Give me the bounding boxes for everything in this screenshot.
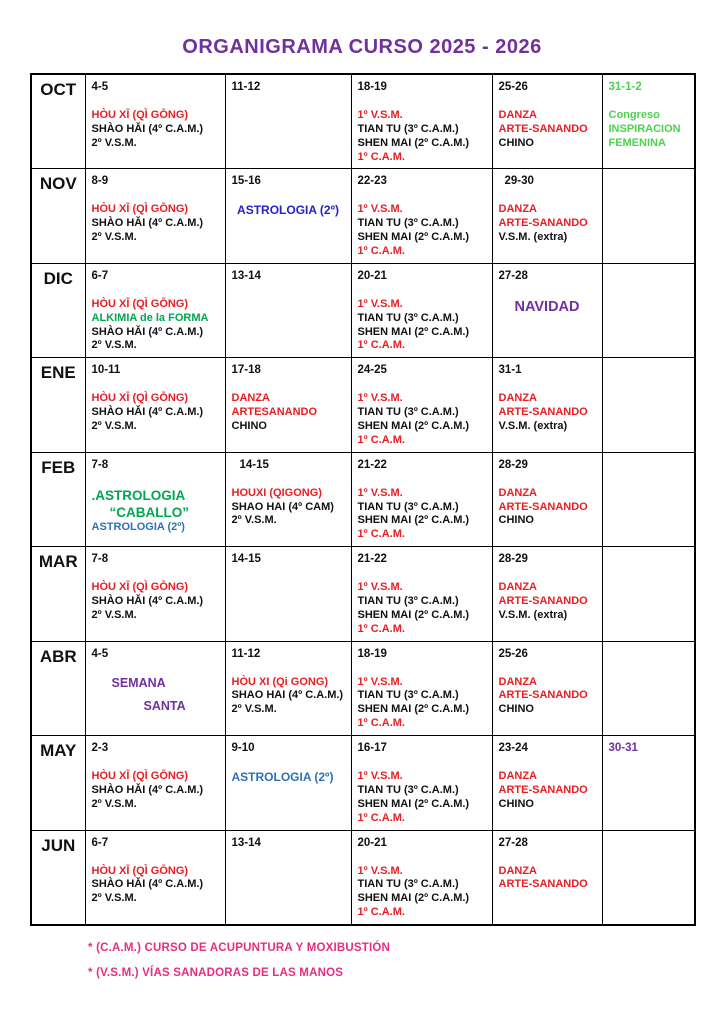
cell-line: 2º V.S.M. bbox=[91, 420, 137, 433]
date-range: 14-15 bbox=[231, 553, 261, 566]
cell-line: CHINO bbox=[498, 136, 534, 149]
month-row-feb bbox=[31, 452, 695, 546]
schedule-cell bbox=[602, 169, 695, 263]
date-range: 25-26 bbox=[498, 81, 528, 93]
schedule-cell bbox=[225, 547, 351, 641]
date-range: 31-1-2 bbox=[608, 81, 642, 93]
schedule-cell bbox=[492, 263, 602, 357]
date-range: 9-10 bbox=[231, 742, 255, 755]
cell-line: ARTE-SANANDO bbox=[498, 217, 588, 230]
cell-line: SHEN MAI (2º C.A.M.) bbox=[357, 136, 470, 149]
cell-line: HÒU XĪ (QÌ GŌNG) bbox=[91, 297, 189, 310]
schedule-cell bbox=[225, 641, 351, 735]
date-range: 21-22 bbox=[357, 458, 387, 471]
schedule-cell bbox=[492, 74, 602, 169]
schedule-cell bbox=[351, 74, 492, 169]
month-label: FEB bbox=[31, 452, 85, 546]
cell-line: 1º V.S.M. bbox=[357, 864, 403, 877]
date-range bbox=[609, 269, 689, 283]
cell-line: FEMENINA bbox=[608, 136, 666, 149]
cell-line: V.S.M. (extra) bbox=[498, 608, 568, 621]
date-range: 13-14 bbox=[231, 836, 261, 849]
cell-line: HÒU XĪ (QÌ GŌNG) bbox=[91, 864, 189, 877]
cell-line: HOUXI (QIGONG) bbox=[231, 486, 322, 499]
cell-line: ARTE-SANANDO bbox=[498, 406, 588, 419]
schedule-cell bbox=[492, 169, 602, 263]
cell-line: SHÀO HĂI (4º C.A.M.) bbox=[91, 217, 204, 230]
month-label: DIC bbox=[31, 263, 85, 357]
month-row-mar bbox=[31, 547, 695, 641]
cell-line: SHEN MAI (2º C.A.M.) bbox=[357, 797, 470, 810]
date-range: 6-7 bbox=[91, 269, 109, 282]
cell-line: ARTE-SANANDO bbox=[498, 122, 588, 135]
month-row-ene bbox=[31, 358, 695, 452]
cell-line: HÒU XĪ (QÌ GŌNG) bbox=[91, 109, 189, 121]
cell-line: SHEN MAI (2º C.A.M.) bbox=[357, 514, 470, 527]
cell-line: 1º C.A.M. bbox=[357, 150, 405, 163]
cell-line: 2º V.S.M. bbox=[231, 703, 277, 716]
schedule-cell bbox=[351, 830, 492, 925]
month-label: NOV bbox=[31, 169, 85, 263]
cell-line: 2º V.S.M. bbox=[91, 231, 137, 244]
schedule-cell bbox=[85, 169, 225, 263]
cell-line: TIAN TU (3º C.A.M.) bbox=[357, 500, 459, 513]
cell-line: TIAN TU (3º C.A.M.) bbox=[357, 311, 459, 324]
cell-line: INSPIRACION bbox=[608, 122, 681, 135]
cell-line: V.S.M. (extra) bbox=[498, 231, 568, 244]
cell-line: DANZA bbox=[498, 864, 537, 877]
page-title: ORGANIGRAMA CURSO 2025 - 2026 bbox=[182, 36, 542, 58]
date-range bbox=[609, 836, 689, 850]
cell-line: 2º V.S.M. bbox=[91, 892, 137, 905]
cell-line: ARTE-SANANDO bbox=[498, 783, 588, 796]
cell-line: 2º V.S.M. bbox=[231, 514, 277, 527]
date-range: 13-14 bbox=[231, 269, 261, 282]
cell-line: HÒU XI (Qi GONG) bbox=[231, 675, 329, 688]
date-range: 16-17 bbox=[357, 742, 387, 755]
schedule-cell bbox=[602, 547, 695, 641]
schedule-cell bbox=[492, 641, 602, 735]
cell-line: 1º V.S.M. bbox=[357, 675, 403, 688]
date-range: 4-5 bbox=[91, 647, 109, 660]
schedule-cell bbox=[85, 641, 225, 735]
cell-line: SHEN MAI (2º C.A.M.) bbox=[357, 420, 470, 433]
month-label: OCT bbox=[31, 74, 85, 169]
cell-line: SHAO HAI (4º C.A.M.) bbox=[231, 689, 344, 702]
cell-line: DANZA bbox=[498, 770, 537, 783]
schedule-cell bbox=[85, 263, 225, 357]
date-range: 7-8 bbox=[91, 458, 109, 471]
cell-line: TIAN TU (3º C.A.M.) bbox=[357, 406, 459, 419]
cell-line: Congreso bbox=[608, 109, 660, 121]
date-range: 28-29 bbox=[498, 553, 528, 566]
cell-line: 2º V.S.M. bbox=[91, 797, 137, 810]
date-range bbox=[609, 174, 689, 188]
date-range: 20-21 bbox=[357, 836, 387, 849]
schedule-cell bbox=[492, 452, 602, 546]
cell-line: TIAN TU (3º C.A.M.) bbox=[357, 217, 459, 230]
schedule-cell bbox=[225, 830, 351, 925]
cell-line: SHÀO HĂI (4º C.A.M.) bbox=[91, 878, 204, 891]
cell-line: 2º V.S.M. bbox=[91, 136, 137, 149]
date-range: 31-1 bbox=[498, 364, 522, 377]
schedule-cell bbox=[492, 547, 602, 641]
cell-line: CHINO bbox=[498, 797, 534, 810]
cell-line: SHÀO HĂI (4º C.A.M.) bbox=[91, 783, 204, 796]
cell-line: TIAN TU (3º C.A.M.) bbox=[357, 595, 459, 608]
cell-line: 1º V.S.M. bbox=[357, 486, 403, 499]
schedule-cell bbox=[602, 736, 695, 830]
schedule-body bbox=[31, 74, 695, 925]
schedule-cell bbox=[225, 452, 351, 546]
cell-line: HÒU XĪ (QÌ GŌNG) bbox=[91, 581, 189, 594]
cell-line: CHINO bbox=[498, 514, 534, 527]
cell-line: CHINO bbox=[231, 420, 267, 433]
schedule-cell bbox=[351, 452, 492, 546]
cell-line: CHINO bbox=[498, 703, 534, 716]
cell-line: ARTE-SANANDO bbox=[498, 689, 588, 702]
cell-line: 1º C.A.M. bbox=[357, 906, 405, 919]
cell-line: TIAN TU (3º C.A.M.) bbox=[357, 122, 459, 135]
schedule-cell bbox=[602, 74, 695, 169]
date-range: 18-19 bbox=[357, 81, 387, 93]
cell-line: DANZA bbox=[498, 486, 537, 499]
schedule-cell bbox=[492, 358, 602, 452]
cell-line: HÒU XĪ (QÌ GŌNG) bbox=[91, 203, 189, 216]
cell-line: NAVIDAD bbox=[514, 298, 580, 315]
schedule-cell bbox=[225, 169, 351, 263]
cell-line: ASTROLOGIA (2º) bbox=[91, 520, 185, 533]
cell-line: SHEN MAI (2º C.A.M.) bbox=[357, 231, 470, 244]
schedule-cell bbox=[492, 830, 602, 925]
schedule-cell bbox=[602, 830, 695, 925]
schedule-cell bbox=[85, 547, 225, 641]
schedule-cell bbox=[225, 736, 351, 830]
cell-line: 1º C.A.M. bbox=[357, 245, 405, 258]
cell-line: 1º V.S.M. bbox=[357, 297, 403, 310]
date-range: 27-28 bbox=[498, 269, 528, 282]
cell-line: V.S.M. (extra) bbox=[498, 420, 568, 433]
cell-line: SHÀO HĂI (4º C.A.M.) bbox=[91, 406, 204, 419]
date-range: 20-21 bbox=[357, 269, 387, 282]
cell-line: DANZA bbox=[498, 203, 537, 216]
cell-line: SHÀO HĂI (4º C.A.M.) bbox=[91, 325, 204, 338]
date-range: 28-29 bbox=[498, 458, 528, 471]
date-range: 18-19 bbox=[357, 647, 387, 660]
cell-line: ARTESANANDO bbox=[231, 406, 318, 419]
schedule-cell bbox=[225, 358, 351, 452]
cell-line: DANZA bbox=[498, 675, 537, 688]
cell-line: ASTROLOGIA (2º) bbox=[237, 203, 339, 218]
month-label: MAY bbox=[31, 736, 85, 830]
date-range: 6-7 bbox=[91, 836, 109, 849]
date-range: 29-30 bbox=[504, 175, 534, 188]
schedule-cell bbox=[351, 169, 492, 263]
cell-line: 1º C.A.M. bbox=[357, 811, 405, 824]
schedule-cell bbox=[85, 358, 225, 452]
month-label: ENE bbox=[31, 358, 85, 452]
schedule-cell bbox=[85, 736, 225, 830]
cell-line: 1º C.A.M. bbox=[357, 433, 405, 446]
cell-line: 1º V.S.M. bbox=[357, 770, 403, 783]
date-range: 17-18 bbox=[231, 364, 261, 377]
schedule-cell bbox=[225, 74, 351, 169]
date-range: 14-15 bbox=[239, 458, 269, 471]
date-range: 22-23 bbox=[357, 175, 387, 188]
cell-line: HÒU XĪ (QÌ GŌNG) bbox=[91, 392, 189, 405]
date-range: 8-9 bbox=[91, 175, 109, 188]
cell-line: SHAO HAI (4º CAM) bbox=[231, 500, 334, 513]
cell-line: SHEN MAI (2º C.A.M.) bbox=[357, 325, 470, 338]
date-range: 10-11 bbox=[91, 364, 121, 377]
schedule-cell bbox=[351, 547, 492, 641]
date-range bbox=[609, 363, 689, 377]
schedule-cell bbox=[351, 263, 492, 357]
cell-line: SHÀO HĂI (4º C.A.M.) bbox=[91, 595, 204, 608]
month-label: JUN bbox=[31, 830, 85, 925]
cell-line: TIAN TU (3º C.A.M.) bbox=[357, 783, 459, 796]
month-row-may bbox=[31, 736, 695, 830]
cell-line: DANZA bbox=[498, 109, 537, 121]
footnote-vsm: * (V.S.M.) VÍAS SANADORAS DE LAS MANOS bbox=[88, 966, 344, 979]
date-range: 11-12 bbox=[231, 81, 261, 93]
cell-line: SHEN MAI (2º C.A.M.) bbox=[357, 892, 470, 905]
date-range: 15-16 bbox=[231, 175, 261, 188]
month-row-nov bbox=[31, 169, 695, 263]
month-label: MAR bbox=[31, 547, 85, 641]
schedule-cell bbox=[225, 263, 351, 357]
date-range: 25-26 bbox=[498, 647, 528, 660]
schedule-cell bbox=[85, 74, 225, 169]
cell-line: ASTROLOGIA (2º) bbox=[231, 770, 334, 785]
date-range: 30-31 bbox=[608, 742, 638, 755]
cell-line: 1º C.A.M. bbox=[357, 339, 405, 352]
schedule-cell bbox=[602, 452, 695, 546]
date-range: 27-28 bbox=[498, 836, 528, 849]
cell-line: 2º V.S.M. bbox=[91, 608, 137, 621]
cell-line: SHEN MAI (2º C.A.M.) bbox=[357, 703, 470, 716]
cell-line: ARTE-SANANDO bbox=[498, 500, 588, 513]
date-range: 4-5 bbox=[91, 81, 109, 93]
date-range: 11-12 bbox=[231, 647, 261, 660]
footnotes bbox=[88, 942, 724, 979]
schedule-table bbox=[30, 73, 696, 926]
schedule-cell bbox=[602, 358, 695, 452]
cell-line: SHEN MAI (2º C.A.M.) bbox=[357, 608, 470, 621]
cell-line: 1º V.S.M. bbox=[357, 109, 403, 121]
date-range: 7-8 bbox=[91, 553, 109, 566]
cell-line: “CABALLO” bbox=[109, 504, 189, 520]
cell-line: DANZA bbox=[498, 581, 537, 594]
month-row-dic bbox=[31, 263, 695, 357]
date-range: 23-24 bbox=[498, 742, 528, 755]
date-range: 21-22 bbox=[357, 553, 387, 566]
schedule-cell bbox=[492, 736, 602, 830]
cell-line: 1º C.A.M. bbox=[357, 622, 405, 635]
month-row-jun bbox=[31, 830, 695, 925]
cell-line: 1º C.A.M. bbox=[357, 528, 405, 541]
cell-line: 1º V.S.M. bbox=[357, 581, 403, 594]
month-row-abr bbox=[31, 641, 695, 735]
date-range bbox=[609, 552, 689, 566]
date-range: 2-3 bbox=[91, 742, 109, 755]
cell-line: 2º V.S.M. bbox=[91, 339, 137, 352]
cell-line: TIAN TU (3º C.A.M.) bbox=[357, 878, 459, 891]
schedule-cell bbox=[351, 641, 492, 735]
date-range: 24-25 bbox=[357, 364, 387, 377]
cell-line: 1º V.S.M. bbox=[357, 203, 403, 216]
footnote-cam: * (C.A.M.) CURSO DE ACUPUNTURA Y MOXIBUSTIÓN bbox=[88, 941, 391, 954]
cell-line: TIAN TU (3º C.A.M.) bbox=[357, 689, 459, 702]
schedule-cell bbox=[602, 641, 695, 735]
schedule-cell bbox=[85, 452, 225, 546]
cell-line: HÒU XĪ (QÌ GŌNG) bbox=[91, 770, 189, 783]
month-label: ABR bbox=[31, 641, 85, 735]
month-row-oct bbox=[31, 74, 695, 169]
cell-line: 1º C.A.M. bbox=[357, 717, 405, 730]
schedule-cell bbox=[351, 736, 492, 830]
cell-line: DANZA bbox=[498, 392, 537, 405]
cell-line: SHÀO HĂI (4º C.A.M.) bbox=[91, 122, 204, 135]
cell-line: 1º V.S.M. bbox=[357, 392, 403, 405]
cell-line: ALKIMIA de la FORMA bbox=[91, 311, 209, 324]
cell-line: DANZA bbox=[231, 392, 270, 405]
cell-line: SANTA bbox=[143, 699, 186, 714]
cell-line: SEMANA bbox=[111, 675, 166, 690]
cell-line: .ASTROLOGIA bbox=[91, 487, 186, 503]
schedule-cell bbox=[85, 830, 225, 925]
cell-line: ARTE-SANANDO bbox=[498, 595, 588, 608]
date-range bbox=[609, 458, 689, 472]
date-range bbox=[609, 647, 689, 661]
cell-line: ARTE-SANANDO bbox=[498, 878, 588, 891]
schedule-cell bbox=[602, 263, 695, 357]
schedule-cell bbox=[351, 358, 492, 452]
